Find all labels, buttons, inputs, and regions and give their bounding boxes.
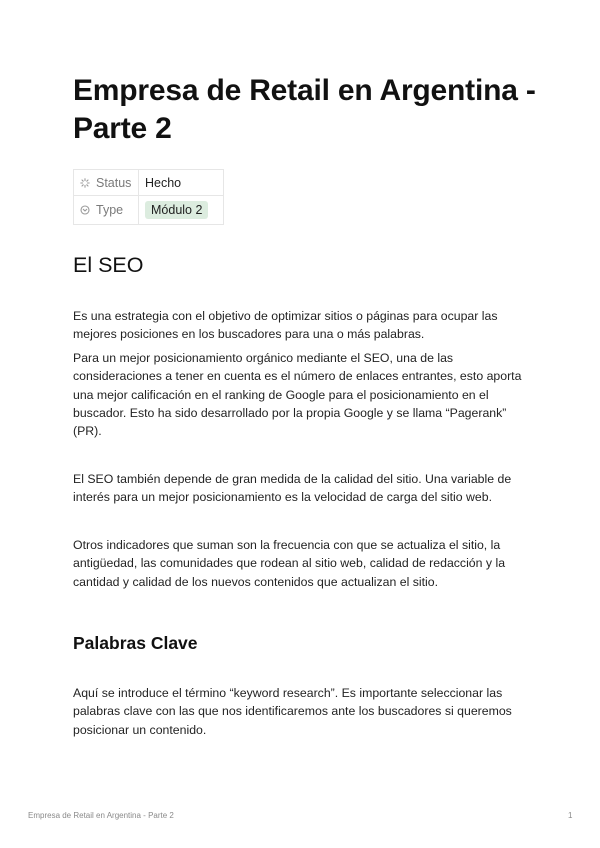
paragraph-site-quality: El SEO también depende de gran medida de la calidad del sitio. Una variable de interés para un mejor posicionamiento es la velocidad de carga del sitio web. bbox=[73, 472, 512, 505]
paragraph-seo-definition: Es una estrategia con el objetivo de optimizar sitios o páginas para ocupar las mejores posiciones en los buscadores para una o más palabras. bbox=[73, 309, 498, 342]
paragraph-other-indicators: Otros indicadores que suman son la frecuencia con que se actualiza el sitio, la antigüedad, las comunidades que rodean al sitio web, calidad de redacción y la cantidad y calidad de los nuevos contenidos que actualizan el sitio. bbox=[73, 538, 506, 589]
property-row-status bbox=[74, 170, 224, 196]
property-value-status: Hecho bbox=[139, 170, 224, 196]
footer-document-title: Empresa de Retail en Argentina - Parte 2 bbox=[28, 811, 174, 820]
property-key-status: Status bbox=[96, 175, 132, 190]
property-key-type: Type bbox=[96, 203, 124, 217]
properties-table bbox=[73, 169, 224, 225]
property-key-cell bbox=[74, 170, 139, 196]
property-value-type bbox=[139, 196, 224, 225]
page-title: Empresa de Retail en Argentina - Parte 2 bbox=[73, 74, 536, 145]
status-loader-icon bbox=[80, 177, 90, 187]
property-row-type bbox=[74, 196, 224, 225]
paragraph-pagerank: Para un mejor posicionamiento orgánico mediante el SEO, una de las consideraciones a tener en cuenta es el número de enlaces entrantes, esto aporta una mejor calificación en el ranking de Google para el posicionamiento en el buscador. Esto ha sido desarrollado por la propia Google y se llama “Pagerank” (PR). bbox=[73, 351, 522, 439]
select-circle-icon bbox=[80, 204, 90, 214]
type-tag: Módulo 2 bbox=[145, 201, 208, 219]
property-key-cell bbox=[74, 196, 139, 225]
section-heading-seo: El SEO bbox=[73, 253, 144, 277]
footer-page-number: 1 bbox=[568, 811, 573, 820]
section-heading-keywords: Palabras Clave bbox=[73, 633, 198, 653]
paragraph-keyword-research: Aquí se introduce el término “keyword research”. Es importante seleccionar las palabras clave con las que nos identificaremos ante los buscadores si queremos posicionar un contenido. bbox=[73, 686, 512, 737]
